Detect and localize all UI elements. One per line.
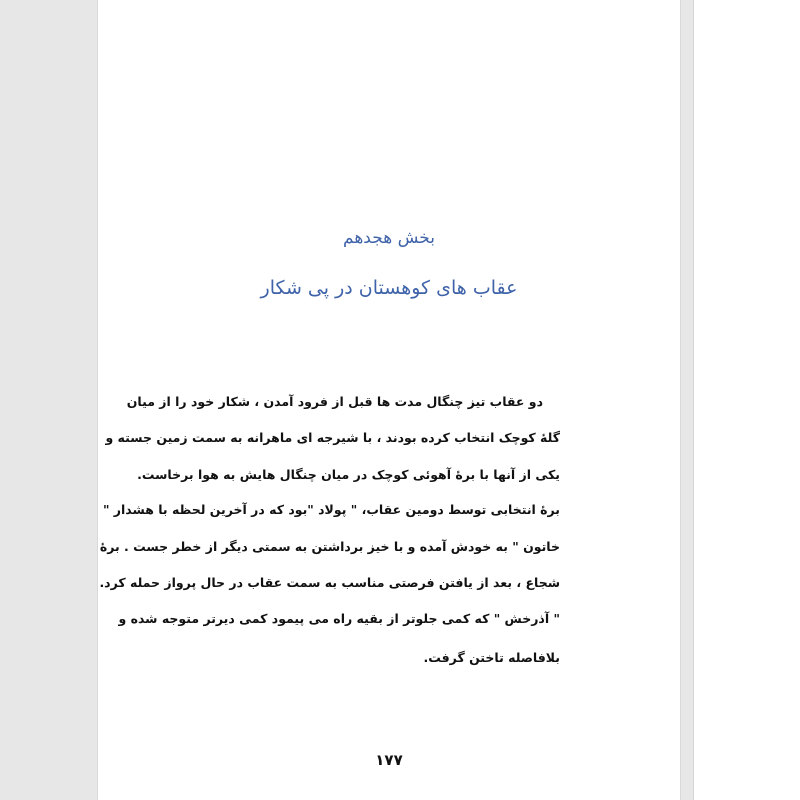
document-page: [98, 0, 680, 800]
paragraph-line: یکی از آنها با برهٔ آهوئی کوچک در میان چنگال هایش به هوا برخاست.: [137, 467, 560, 482]
paragraph-line: شجاع ، بعد از یافتن فرصتی مناسب به سمت عقاب در حال پرواز حمله کرد.: [99, 575, 560, 590]
page-number: ۱۷۷: [375, 751, 403, 769]
paragraph-line: دو عقاب تیز چنگال مدت ها قبل از فرود آمدن ، شکار خود را از میان: [126, 394, 543, 409]
chapter-title: عقاب های کوهستان در پی شکار: [260, 277, 518, 299]
section-title: بخش هجدهم: [343, 228, 435, 248]
paragraph-line: گلهٔ کوچک انتخاب کرده بودند ، با شیرجه ای ماهرانه به سمت زمین جسته و: [105, 430, 560, 445]
paragraph-line: برهٔ انتخابی توسط دومین عقاب، " پولاد "بود که در آخرین لحظه با هشدار ": [102, 502, 560, 517]
adjacent-page-edge: [694, 0, 800, 800]
paragraph-line: " آذرخش " که کمی جلوتر از بقیه راه می پیمود کمی دیرتر متوجه شده و: [118, 611, 560, 626]
paragraph-line: بلافاصله تاختن گرفت.: [423, 650, 560, 665]
paragraph-line: خاتون " به خودش آمده و با خیز برداشتن به سمتی دیگر از خطر جست . برهٔ: [99, 539, 560, 554]
